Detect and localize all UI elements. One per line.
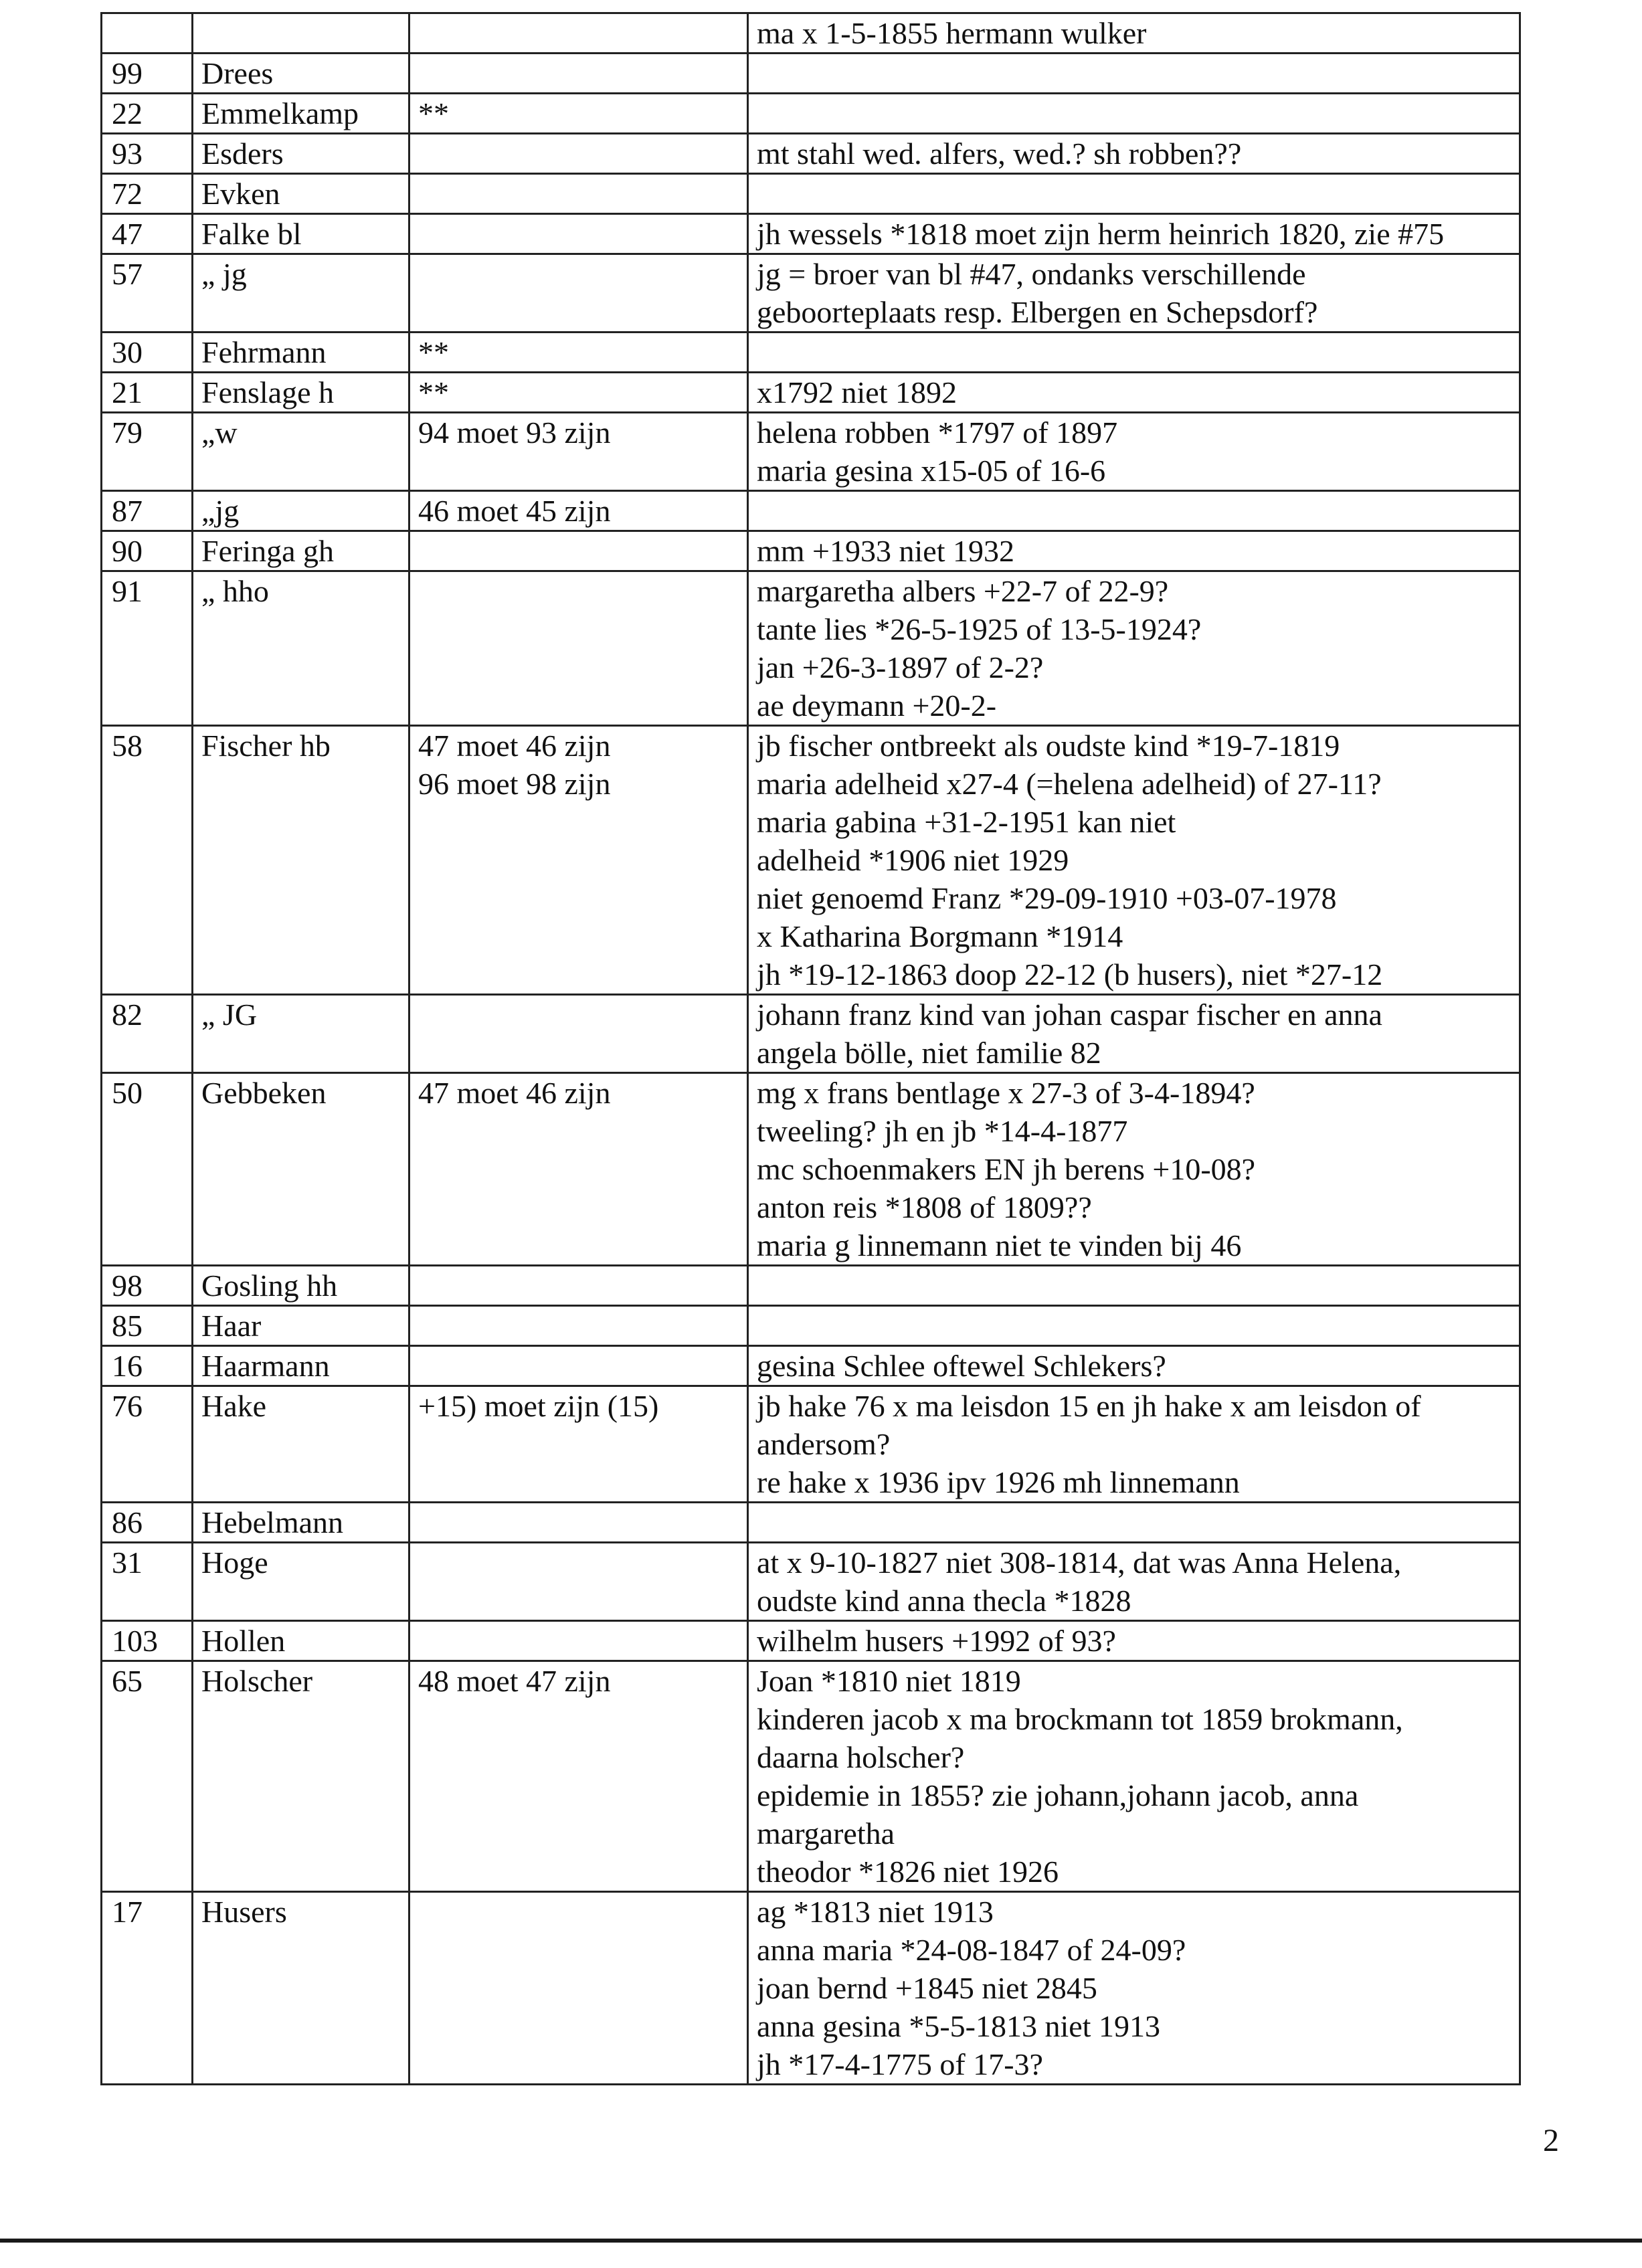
- page-correction-cell: [409, 995, 748, 1073]
- family-number-cell: 17: [102, 1892, 193, 2085]
- page-correction-line: [418, 1226, 739, 1264]
- table-row: [102, 1621, 1520, 1661]
- page-correction-line: [418, 648, 739, 686]
- note-line: [757, 94, 1511, 132]
- page-correction-line: [418, 1582, 739, 1620]
- family-number-cell: 103: [102, 1621, 193, 1661]
- family-name-cell: Gebbeken: [193, 1073, 409, 1266]
- family-name-cell: Husers: [193, 1892, 409, 2085]
- page-correction-line: 48 moet 47 zijn: [418, 1664, 611, 1698]
- notes-cell: [748, 373, 1520, 413]
- page-correction-line: [418, 1622, 739, 1660]
- family-name-cell: Drees: [193, 54, 409, 94]
- note-line: mt stahl wed. alfers, wed.? sh robben??: [757, 136, 1242, 171]
- table-row: [102, 1503, 1520, 1543]
- notes-cell: [748, 1386, 1520, 1503]
- family-number-cell: 87: [102, 491, 193, 531]
- family-number-cell: 86: [102, 1503, 193, 1543]
- note-line: kinderen jacob x ma brockmann tot 1859 brokmann,: [757, 1702, 1403, 1736]
- family-number-cell: 31: [102, 1543, 193, 1621]
- page-correction-cell: [409, 1503, 748, 1543]
- family-name-cell: „ JG: [193, 995, 409, 1073]
- page-correction-line: [418, 1307, 739, 1345]
- page-correction-line: 47 moet 46 zijn: [418, 1076, 611, 1110]
- note-line: x Katharina Borgmann *1914: [757, 919, 1123, 953]
- note-line: [757, 175, 1511, 213]
- table-row: [102, 1073, 1520, 1266]
- notes-cell: [748, 1503, 1520, 1543]
- table-row: [102, 1892, 1520, 2085]
- note-line: Joan *1810 niet 1819: [757, 1664, 1021, 1698]
- note-line: wilhelm husers +1992 of 93?: [757, 1624, 1116, 1658]
- family-name-cell: Fischer hb: [193, 726, 409, 995]
- table-row: [102, 1266, 1520, 1306]
- family-number-cell: 99: [102, 54, 193, 94]
- note-line: geboorteplaats resp. Elbergen en Schepsdorf?: [757, 295, 1318, 329]
- note-line: oudste kind anna thecla *1828: [757, 1584, 1131, 1618]
- note-line: anton reis *1808 of 1809??: [757, 1190, 1092, 1224]
- family-number-cell: 58: [102, 726, 193, 995]
- note-line: [757, 1307, 1511, 1345]
- family-number-cell: 79: [102, 413, 193, 491]
- notes-cell: [748, 333, 1520, 373]
- notes-cell: [748, 134, 1520, 174]
- family-number-cell: 90: [102, 531, 193, 571]
- page-correction-cell: [409, 571, 748, 726]
- table-row: [102, 1661, 1520, 1892]
- notes-cell: [748, 54, 1520, 94]
- page-correction-cell: [409, 54, 748, 94]
- page-correction-line: [418, 879, 739, 917]
- note-line: andersom?: [757, 1427, 891, 1461]
- note-line: at x 9-10-1827 niet 308-1814, dat was Anna Helena,: [757, 1545, 1402, 1580]
- family-name-cell: Emmelkamp: [193, 94, 409, 134]
- page-correction-line: +15) moet zijn (15): [418, 1389, 659, 1423]
- notes-cell: [748, 214, 1520, 254]
- page-correction-line: **: [418, 335, 449, 369]
- page-correction-cell: [409, 531, 748, 571]
- page-correction-line: [418, 1893, 739, 1931]
- notes-cell: [748, 1266, 1520, 1306]
- family-name-cell: Haar: [193, 1306, 409, 1346]
- page-correction-line: [418, 1347, 739, 1385]
- page-correction-line: **: [418, 96, 449, 130]
- note-line: daarna holscher?: [757, 1740, 965, 1774]
- page-correction-cell: [409, 1543, 748, 1621]
- family-name-cell: Hollen: [193, 1621, 409, 1661]
- family-name-cell: Falke bl: [193, 214, 409, 254]
- note-line: anna gesina *5-5-1813 niet 1913: [757, 2009, 1160, 2043]
- note-line: helena robben *1797 of 1897: [757, 415, 1118, 450]
- note-line: angela bölle, niet familie 82: [757, 1036, 1101, 1070]
- note-line: maria g linnemann niet te vinden bij 46: [757, 1228, 1242, 1262]
- table-row: [102, 995, 1520, 1073]
- family-number-cell: 91: [102, 571, 193, 726]
- page-correction-line: [418, 572, 739, 610]
- page-correction-cell: [409, 174, 748, 214]
- page-correction-cell: [409, 1346, 748, 1386]
- note-line: tante lies *26-5-1925 of 13-5-1924?: [757, 612, 1202, 646]
- note-line: adelheid *1906 niet 1929: [757, 843, 1069, 877]
- family-number-cell: 82: [102, 995, 193, 1073]
- page-correction-cell: [409, 491, 748, 531]
- page-correction-line: [418, 1463, 739, 1501]
- page-correction-line: 47 moet 46 zijn: [418, 729, 611, 763]
- note-line: johann franz kind van johan caspar fischer en anna: [757, 998, 1382, 1032]
- table-row: [102, 54, 1520, 94]
- note-line: epidemie in 1855? zie johann,johann jacob, anna: [757, 1778, 1359, 1812]
- page-correction-line: [418, 54, 739, 92]
- page-correction-line: [418, 134, 739, 173]
- page-correction-line: [418, 14, 739, 52]
- page-correction-cell: [409, 1621, 748, 1661]
- family-name-cell: [193, 13, 409, 54]
- family-name-cell: Feringa gh: [193, 531, 409, 571]
- page-correction-line: [418, 955, 739, 994]
- page-correction-line: [418, 1776, 739, 1814]
- page-correction-line: [418, 452, 739, 490]
- page-correction-line: [418, 1034, 739, 1072]
- page-correction-line: [418, 255, 739, 293]
- page-correction-cell: [409, 13, 748, 54]
- table-row: [102, 1306, 1520, 1346]
- page-correction-line: [418, 1853, 739, 1891]
- note-line: jan +26-3-1897 of 2-2?: [757, 650, 1044, 684]
- family-number-cell: 65: [102, 1661, 193, 1892]
- notes-cell: [748, 13, 1520, 54]
- note-line: jh *17-4-1775 of 17-3?: [757, 2047, 1043, 2081]
- page-correction-cell: [409, 254, 748, 333]
- note-line: tweeling? jh en jb *14-4-1877: [757, 1114, 1128, 1148]
- family-number-cell: 47: [102, 214, 193, 254]
- page-correction-line: [418, 917, 739, 955]
- note-line: ae deymann +20-2-: [757, 688, 997, 723]
- family-number-cell: 16: [102, 1346, 193, 1386]
- note-line: niet genoemd Franz *29-09-1910 +03-07-1978: [757, 881, 1337, 915]
- note-line: margaretha albers +22-7 of 22-9?: [757, 574, 1169, 608]
- family-name-cell: „ hho: [193, 571, 409, 726]
- table-row: [102, 413, 1520, 491]
- notes-cell: [748, 1543, 1520, 1621]
- table-row: [102, 254, 1520, 333]
- family-number-cell: 72: [102, 174, 193, 214]
- note-line: mm +1933 niet 1932: [757, 534, 1014, 568]
- family-number-cell: 30: [102, 333, 193, 373]
- table-row: [102, 13, 1520, 54]
- page-correction-cell: [409, 1073, 748, 1266]
- family-number-cell: 21: [102, 373, 193, 413]
- page-correction-line: [418, 1738, 739, 1776]
- table-row: [102, 214, 1520, 254]
- notes-cell: [748, 1892, 1520, 2085]
- page-correction-line: [418, 215, 739, 253]
- page-correction-cell: [409, 333, 748, 373]
- family-name-cell: Haarmann: [193, 1346, 409, 1386]
- page-correction-line: [418, 1266, 739, 1305]
- page-correction-line: [418, 1969, 739, 2007]
- family-number-cell: 85: [102, 1306, 193, 1346]
- notes-cell: [748, 94, 1520, 134]
- note-line: margaretha: [757, 1816, 895, 1851]
- page-correction-line: [418, 1814, 739, 1853]
- table-row: [102, 1386, 1520, 1503]
- table-row: [102, 373, 1520, 413]
- table-row: [102, 94, 1520, 134]
- page-correction-cell: [409, 1892, 748, 2085]
- page-correction-line: [418, 1503, 739, 1541]
- table-row: [102, 491, 1520, 531]
- corrections-table-body: [102, 13, 1520, 2085]
- notes-cell: [748, 995, 1520, 1073]
- page-correction-line: [418, 841, 739, 879]
- page-correction-cell: [409, 1661, 748, 1892]
- note-line: maria adelheid x27-4 (=helena adelheid) of 27-11?: [757, 767, 1382, 801]
- note-line: jb hake 76 x ma leisdon 15 en jh hake x am leisdon of: [757, 1389, 1421, 1423]
- family-name-cell: Esders: [193, 134, 409, 174]
- page-correction-line: [418, 2045, 739, 2083]
- note-line: jg = broer van bl #47, ondanks verschillende: [757, 257, 1306, 291]
- note-line: mc schoenmakers EN jh berens +10-08?: [757, 1152, 1256, 1186]
- note-line: joan bernd +1845 niet 2845: [757, 1971, 1097, 2005]
- note-line: [757, 1503, 1511, 1541]
- notes-cell: [748, 1661, 1520, 1892]
- note-line: [757, 54, 1511, 92]
- table-row: [102, 134, 1520, 174]
- page-correction-line: [418, 2007, 739, 2045]
- note-line: jh wessels *1818 moet zijn herm heinrich 1820, zie #75: [757, 217, 1445, 251]
- notes-cell: [748, 1306, 1520, 1346]
- note-line: [757, 1266, 1511, 1305]
- page-correction-line: [418, 686, 739, 725]
- family-number-cell: 50: [102, 1073, 193, 1266]
- family-number-cell: 93: [102, 134, 193, 174]
- bottom-rule: [0, 2239, 1642, 2243]
- note-line: maria gabina +31-2-1951 kan niet: [757, 805, 1176, 839]
- family-name-cell: Holscher: [193, 1661, 409, 1892]
- page-correction-line: [418, 1112, 739, 1150]
- page-number: 2: [1543, 2123, 1559, 2158]
- page-correction-line: [418, 1543, 739, 1582]
- family-name-cell: Hebelmann: [193, 1503, 409, 1543]
- table-row: [102, 333, 1520, 373]
- page-correction-line: [418, 532, 739, 570]
- family-name-cell: Hake: [193, 1386, 409, 1503]
- page-correction-line: [418, 1931, 739, 1969]
- page-correction-line: [418, 293, 739, 331]
- page-correction-line: [418, 610, 739, 648]
- table-row: [102, 174, 1520, 214]
- corrections-table: [100, 12, 1521, 2085]
- table-row: [102, 1543, 1520, 1621]
- notes-cell: [748, 1346, 1520, 1386]
- page-correction-cell: [409, 214, 748, 254]
- notes-cell: [748, 531, 1520, 571]
- page-correction-line: [418, 1150, 739, 1188]
- table-row: [102, 1346, 1520, 1386]
- note-line: ag *1813 niet 1913: [757, 1895, 994, 1929]
- note-line: jb fischer ontbreekt als oudste kind *19-7-1819: [757, 729, 1340, 763]
- note-line: gesina Schlee oftewel Schlekers?: [757, 1349, 1166, 1383]
- page-correction-cell: [409, 134, 748, 174]
- note-line: re hake x 1936 ipv 1926 mh linnemann: [757, 1465, 1240, 1499]
- family-number-cell: 76: [102, 1386, 193, 1503]
- notes-cell: [748, 726, 1520, 995]
- family-name-cell: Gosling hh: [193, 1266, 409, 1306]
- family-name-cell: „jg: [193, 491, 409, 531]
- family-name-cell: Fehrmann: [193, 333, 409, 373]
- page-correction-cell: [409, 1266, 748, 1306]
- page-correction-line: [418, 803, 739, 841]
- notes-cell: [748, 571, 1520, 726]
- notes-cell: [748, 413, 1520, 491]
- page-correction-line: 94 moet 93 zijn: [418, 415, 611, 450]
- notes-cell: [748, 1621, 1520, 1661]
- note-line: anna maria *24-08-1847 of 24-09?: [757, 1933, 1186, 1967]
- note-line: maria gesina x15-05 of 16-6: [757, 454, 1106, 488]
- table-row: [102, 531, 1520, 571]
- notes-cell: [748, 491, 1520, 531]
- page-correction-cell: [409, 94, 748, 134]
- page-correction-line: [418, 996, 739, 1034]
- page-correction-cell: [409, 1386, 748, 1503]
- note-line: x1792 niet 1892: [757, 375, 957, 409]
- notes-cell: [748, 174, 1520, 214]
- family-number-cell: [102, 13, 193, 54]
- family-number-cell: 57: [102, 254, 193, 333]
- note-line: ma x 1-5-1855 hermann wulker: [757, 16, 1147, 50]
- page-correction-line: [418, 1700, 739, 1738]
- note-line: [757, 492, 1511, 530]
- family-name-cell: Fenslage h: [193, 373, 409, 413]
- page-correction-cell: [409, 1306, 748, 1346]
- note-line: [757, 333, 1511, 371]
- notes-cell: [748, 254, 1520, 333]
- notes-cell: [748, 1073, 1520, 1266]
- family-name-cell: Hoge: [193, 1543, 409, 1621]
- page-correction-line: 96 moet 98 zijn: [418, 767, 611, 801]
- family-name-cell: Evken: [193, 174, 409, 214]
- page-correction-line: [418, 1188, 739, 1226]
- page-correction-line: **: [418, 375, 449, 409]
- page-correction-line: [418, 175, 739, 213]
- note-line: theodor *1826 niet 1926: [757, 1855, 1059, 1889]
- page-correction-cell: [409, 726, 748, 995]
- family-number-cell: 22: [102, 94, 193, 134]
- family-name-cell: „ jg: [193, 254, 409, 333]
- note-line: mg x frans bentlage x 27-3 of 3-4-1894?: [757, 1076, 1255, 1110]
- page-correction-line: 46 moet 45 zijn: [418, 494, 611, 528]
- table-row: [102, 571, 1520, 726]
- page-correction-cell: [409, 373, 748, 413]
- table-row: [102, 726, 1520, 995]
- family-number-cell: 98: [102, 1266, 193, 1306]
- page-correction-cell: [409, 413, 748, 491]
- page-correction-line: [418, 1425, 739, 1463]
- family-name-cell: „w: [193, 413, 409, 491]
- note-line: jh *19-12-1863 doop 22-12 (b husers), niet *27-12: [757, 957, 1383, 991]
